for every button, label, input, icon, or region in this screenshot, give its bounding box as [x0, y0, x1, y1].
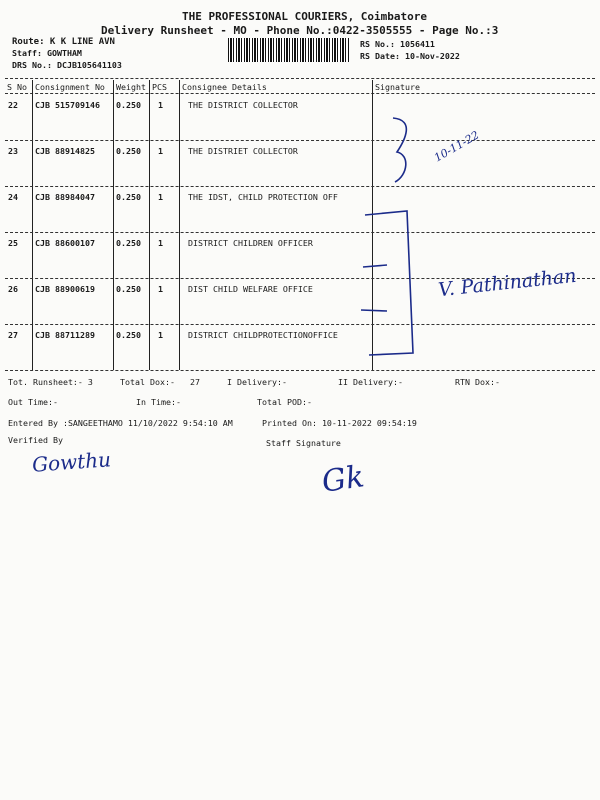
row-pcs: 1	[158, 192, 163, 202]
row-pcs: 1	[158, 238, 163, 248]
staff-label: Staff: GOWTHAM	[12, 48, 82, 58]
column-divider	[32, 80, 33, 370]
delivery-bracket	[355, 205, 435, 365]
route-label: Route: K K LINE AVN	[12, 37, 115, 47]
column-header-weight: Weight	[116, 82, 146, 92]
ii-delivery-label: II Delivery:-	[338, 377, 403, 387]
row-consignment-no: CJB 88984047	[35, 192, 95, 202]
printed-on: Printed On: 10-11-2022 09:54:19	[262, 418, 417, 428]
in-time-label: In Time:-	[136, 397, 181, 407]
column-header-consignee: Consignee Details	[182, 82, 267, 92]
column-divider	[149, 80, 150, 370]
rtn-dox-label: RTN Dox:-	[455, 377, 500, 387]
receiver-signature: V. Pathinathan	[437, 264, 578, 302]
row-divider	[5, 186, 595, 187]
column-divider	[113, 80, 114, 370]
out-time-label: Out Time:-	[8, 397, 58, 407]
row-consignee: THE DISTRIET COLLECTOR	[188, 146, 298, 156]
row-sno: 22	[8, 100, 18, 110]
table-bottom-rule	[5, 370, 595, 371]
row-pcs: 1	[158, 284, 163, 294]
row-weight: 0.250	[116, 284, 141, 294]
row-sno: 25	[8, 238, 18, 248]
i-delivery-label: I Delivery:-	[227, 377, 287, 387]
row-consignee: THE IDST, CHILD PROTECTION OFF	[188, 192, 338, 202]
row-pcs: 1	[158, 146, 163, 156]
row-consignee: DISTRICT CHILDREN OFFICER	[188, 238, 313, 248]
column-divider	[179, 80, 180, 370]
row-sno: 23	[8, 146, 18, 156]
staff-signature: Gk	[319, 459, 367, 500]
column-header-sno: S No	[7, 82, 27, 92]
column-header-pcs: PCS	[152, 82, 167, 92]
rs-date: RS Date: 10-Nov-2022	[360, 51, 460, 61]
row-divider	[5, 324, 595, 325]
row-consignment-no: CJB 88900619	[35, 284, 95, 294]
row-consignee: DIST CHILD WELFARE OFFICE	[188, 284, 313, 294]
table-header-rule	[5, 93, 595, 94]
staff-signature-label: Staff Signature	[266, 438, 341, 448]
row-weight: 0.250	[116, 100, 141, 110]
row-pcs: 1	[158, 330, 163, 340]
row-weight: 0.250	[116, 146, 141, 156]
handwritten-date: 10-11-22	[432, 128, 482, 165]
company-title: THE PROFESSIONAL COURIERS, Coimbatore	[182, 10, 428, 23]
row-consignment-no: CJB 88711289	[35, 330, 95, 340]
verified-by-signature: Gowthu	[31, 447, 112, 477]
row-sno: 26	[8, 284, 18, 294]
row-consignment-no: CJB 88914825	[35, 146, 95, 156]
runsheet-subtitle: Delivery Runsheet - MO - Phone No.:0422-3505555 - Page No.:3	[101, 24, 499, 37]
row-pcs: 1	[158, 100, 163, 110]
drs-number: DRS No.: DCJB105641103	[12, 60, 122, 70]
row-consignee: THE DISTRICT COLLECTOR	[188, 100, 298, 110]
total-dox-value: 27	[190, 377, 200, 387]
column-header-consignment: Consignment No	[35, 82, 105, 92]
row-consignment-no: CJB 515709146	[35, 100, 100, 110]
tot-runsheet: Tot. Runsheet:- 3	[8, 377, 93, 387]
total-dox-label: Total Dox:-	[120, 377, 175, 387]
rs-number: RS No.: 1056411	[360, 39, 435, 49]
entered-by: Entered By :SANGEETHAMO 11/10/2022 9:54:10 AM	[8, 418, 233, 428]
row-sno: 27	[8, 330, 18, 340]
row-weight: 0.250	[116, 192, 141, 202]
row-weight: 0.250	[116, 238, 141, 248]
row-consignee: DISTRICT CHILDPROTECTIONOFFICE	[188, 330, 338, 340]
row-sno: 24	[8, 192, 18, 202]
row-consignment-no: CJB 88600107	[35, 238, 95, 248]
row-divider	[5, 232, 595, 233]
column-header-signature: Signature	[375, 82, 420, 92]
row-divider	[5, 140, 595, 141]
barcode-image	[228, 38, 350, 62]
row-weight: 0.250	[116, 330, 141, 340]
verified-by-label: Verified By	[8, 435, 63, 445]
signature-brace-rows-22-23	[375, 100, 495, 190]
total-pod-label: Total POD:-	[257, 397, 312, 407]
table-top-rule	[5, 78, 595, 79]
